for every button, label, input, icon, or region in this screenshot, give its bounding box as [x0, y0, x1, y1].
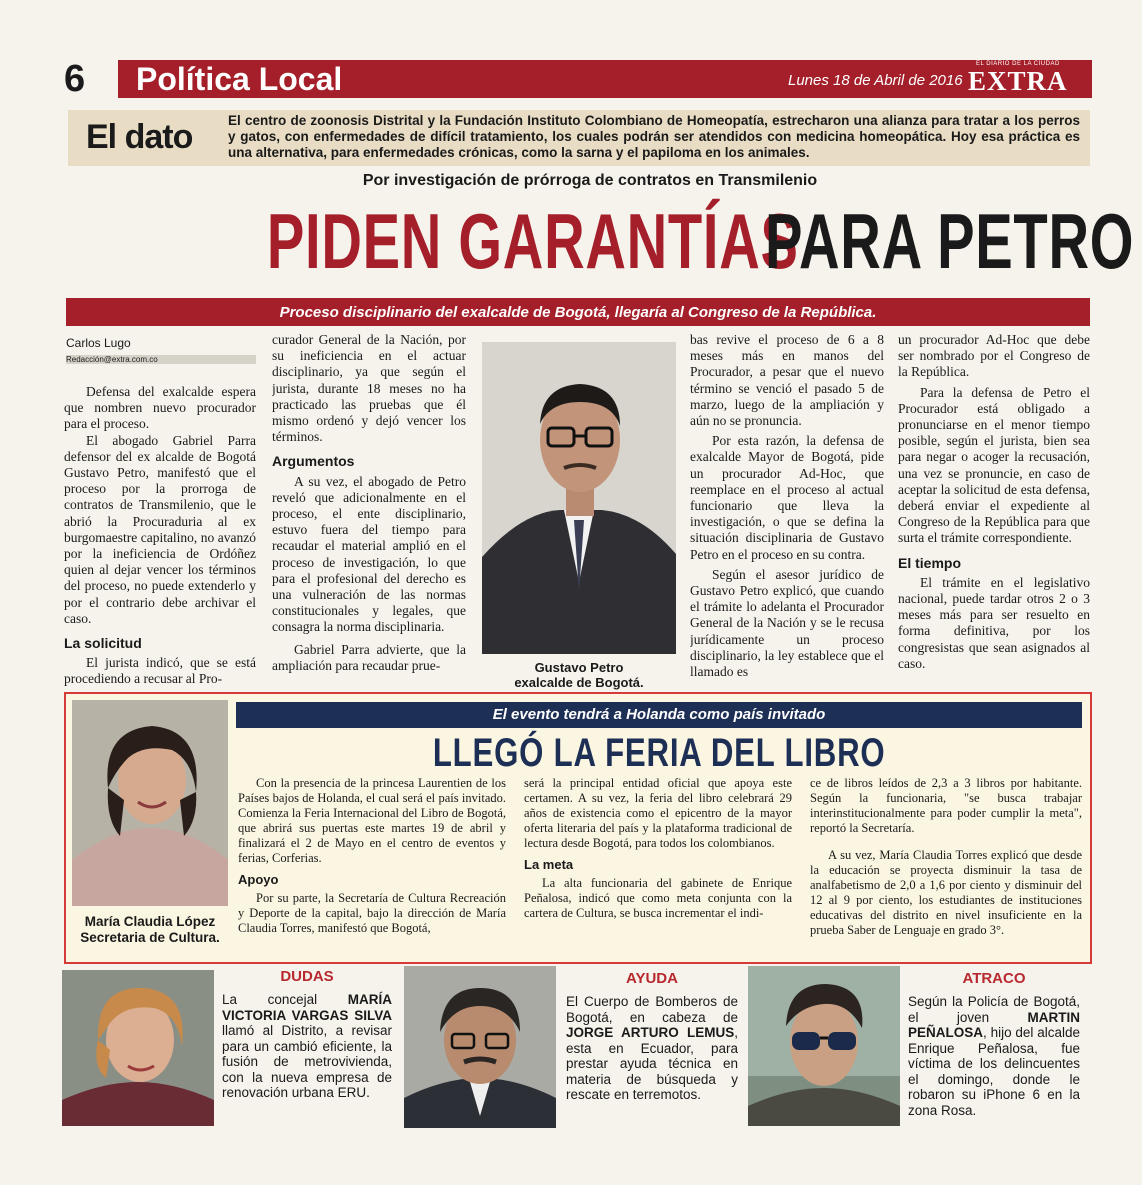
lemus-photo: [404, 966, 556, 1128]
brief-dudas-head: DUDAS: [280, 968, 334, 985]
caption-line: María Claudia López: [84, 914, 216, 929]
paragraph: curador General de la Nación, por su ineficiencia en el actuar disciplinario, ya que según el jurista, durante 18 meses no ha practicado las pruebas que él mismo ordenó y dejó vencer los términos.: [272, 332, 466, 445]
brief-ayuda-text: [566, 994, 738, 1103]
feria-box: [64, 692, 1092, 964]
headline-red: PIDEN GARANTÍAS: [266, 197, 799, 285]
main-col-2: [272, 332, 466, 692]
paragraph: El jurista indicó, que se está procediendo a recusar al Pro-: [64, 655, 256, 687]
headline-black: PARA PETRO: [764, 197, 1134, 285]
main-col-4: [898, 332, 1090, 692]
paragraph: A su vez, María Claudia Torres explicó que desde la educación se proyecta disminuir la tasa de analfabetismo de 2,0 a 1,6 por ciento y disminuir del 12 al 9 por ciento, los estudiantes de instituciones educativas del distrito en nivel insuficiente en la prueba Saber de Lenguaje en grado 3°.: [810, 848, 1082, 937]
paragraph: El trámite en el legislativo nacional, puede tardar otros 2 o 3 meses más para ser resuelto en forma definitiva, por los congresistas que sean asignados al caso.: [898, 574, 1090, 671]
lemus-portrait-illustration: [404, 966, 556, 1128]
brand-small: EL DIARIO DE LA CIUDAD: [976, 61, 1060, 67]
penalosa-photo: [748, 966, 900, 1126]
dato-text: El centro de zoonosis Distrital y la Fundación Instituto Colombiano de Homeopatía, estrecharon una alianza para tratar a los perros y gatos, con enfermedades de difícil tratamiento, los cuales podrán ser atendidos con medicina homeopática. Hoy esa práctica es una alternativa, para enfermedades crónicas, como la sarna y el papiloma en los animales.: [228, 113, 1080, 160]
main-headline: [60, 196, 1134, 292]
paragraph: La alta funcionaria del gabinete de Enrique Peñalosa, indicó que como meta conjunta con la cartera de Cultura, se busca incrementar el indi-: [524, 876, 792, 920]
author-name: Carlos Lugo: [66, 336, 131, 350]
feria-kicker: El evento tendrá a Holanda como país invitado: [492, 706, 826, 723]
dato-box: [68, 110, 1090, 166]
vargas-photo: [62, 970, 214, 1126]
lopez-caption: [68, 914, 232, 946]
main-subhead: Proceso disciplinario del exalcalde de Bogotá, llegaría al Congreso de la República.: [279, 304, 877, 321]
author-email: Redacción@extra.com.co: [66, 355, 256, 364]
page-number: 6: [64, 58, 86, 100]
paragraph: A su vez, el abogado de Petro reveló que adicionalmente en el proceso, el ente disciplinario, estuvo fuera del tiempo para recaudar el material amplió en el proceso de investigación, lo que para el profesional del derecho es una vulneración de las normas constitucionales y legales, que consagra la norma disciplinaria.: [272, 473, 466, 635]
brief-text-pre: El Cuerpo de Bomberos de Bogotá, en cabeza de: [566, 994, 738, 1025]
dato-label: El dato: [86, 118, 193, 156]
feria-col-3: [810, 776, 1082, 958]
paragraph: Por su parte, la Secretaría de Cultura Recreación y Deporte de la capital, bajo la dirección de María Claudia Torres, manifestó que Bogotá,: [238, 891, 506, 935]
subheading: El tiempo: [898, 554, 962, 571]
brief-atraco-text: [908, 994, 1080, 1118]
feria-headline-text: LLEGÓ LA FERIA DEL LIBRO: [432, 731, 886, 775]
paragraph: El abogado Gabriel Parra defensor del ex alcalde de Bogotá Gustavo Petro, manifestó que el proceso por la prorroga de contratos de Transmilenio, que le abrió la Procuraduria al ex burgomaestre capitalino, no avanzó por la ineficiencia de Ordóñez quien al dejar vencer los términos del proceso, no puede extenderlo y por el contrario debe archivar el caso.: [64, 432, 256, 626]
vargas-portrait-illustration: [62, 970, 214, 1126]
paragraph: Según el asesor jurídico de Gustavo Petro explicó, que cuando el trámite lo adelanta el Procurador General de la Nación y se le recusa jurídicamente un proceso disciplinario, la ley establece que el llamado es: [690, 566, 884, 680]
page-header: [62, 58, 1092, 100]
paragraph: un procurador Ad-Hoc que debe ser nombrado por el Congreso de la República.: [898, 332, 1090, 380]
brief-text-pre: Según la Policía de Bogotá, el joven: [908, 994, 1080, 1025]
main-col-1: [64, 384, 256, 692]
petro-portrait-illustration: [482, 342, 676, 654]
subheading: La solicitud: [64, 635, 142, 652]
paragraph: Para la defensa de Petro el Procurador está obligado a pronunciarse en el menor tiempo posible, según el jurista, bien sea para negar o acoger la recusación, una vez se pronuncie, en caso de aceptar la solicitud de esta defensa, deberá enviar el expediente al Congreso de la República para que surta el trámite correspondiente.: [898, 384, 1090, 546]
brief-text-post: , esta en Ecuador, para prestar ayuda técnica en materia de búsqueda y rescate en terremotos.: [566, 1025, 738, 1102]
caption-line: exalcalde de Bogotá.: [514, 675, 644, 690]
feria-headline: [236, 730, 1082, 778]
brief-name: JORGE ARTURO LEMUS: [566, 1025, 735, 1040]
brief-text-pre: La concejal: [222, 992, 348, 1007]
paragraph: Defensa del exalcalde espera que nombren nuevo procurador para el proceso.: [64, 384, 256, 432]
main-kicker: Por investigación de prórroga de contratos en Transmilenio: [362, 172, 818, 189]
brief-name: MARTIN PEÑALOSA: [908, 1009, 1080, 1040]
brief-dudas-text: [222, 992, 392, 1101]
lopez-photo: [72, 700, 228, 906]
paragraph: ce de libros leídos de 2,3 a 3 libros por habitante. Según la funcionaria, "se busca trabajar interinstitucionalmente para poder cumplir la meta", reportó la Secretaría.: [810, 776, 1082, 835]
subheading: Apoyo: [238, 872, 279, 887]
paragraph: bas revive el proceso de 6 a 8 meses más en manos del Procurador, a pesar que el nuevo término se venció el pasado 5 de marzo, luego de la ampliación y aún no se pronuncia.: [690, 332, 884, 429]
penalosa-portrait-illustration: [748, 966, 900, 1126]
caption-line: Gustavo Petro: [534, 660, 624, 675]
header-date: Lunes 18 de Abril de 2016: [788, 72, 963, 89]
subheading: Argumentos: [272, 453, 355, 470]
brief-name: MARÍA VICTORIA VARGAS SILVA: [222, 992, 392, 1023]
brand-name: EXTRA: [968, 66, 1068, 96]
brief-text-post: llamó al Distrito, a revisar para un cambió eficiente, la fusión de metrovivienda, con la nueva empresa de renovación urbana ERU.: [222, 1023, 392, 1100]
brief-atraco-head: ATRACO: [962, 970, 1026, 987]
paragraph: Por esta razón, la defensa de exalcalde Mayor de Bogotá, pide un procurador Ad-Hoc, que reemplace en el proceso al actual funcionario que lleva la investigación, o que se defina la situación disciplinaria de Gustavo Petro en el proceso en su contra.: [690, 433, 884, 562]
brief-text-post: , hijo del alcalde Enrique Peñalosa, fue víctima de los delincuentes el domingo, donde le robaron su iPhone 6 en la zona Rosa.: [908, 1025, 1080, 1118]
paragraph: será la principal entidad oficial que apoya este certamen. A su vez, la feria del libro celebrará 29 años de existencia como el epicentro de la mayor oferta literaria del país y la plataforma tradicional de lectura desde Bogotá, para todos los colombianos.: [524, 776, 792, 850]
petro-photo: [482, 342, 676, 654]
brief-ayuda-head: AYUDA: [626, 970, 678, 987]
paragraph: Gabriel Parra advierte, que la ampliación para recaudar prue-: [272, 641, 466, 673]
petro-caption: [482, 660, 676, 690]
feria-col-2: [524, 776, 792, 958]
brand-logo: [962, 62, 1090, 96]
lopez-portrait-illustration: [72, 700, 228, 906]
subheading: La meta: [524, 857, 574, 872]
feria-col-1: [238, 776, 506, 958]
section-title: Política Local: [136, 61, 343, 97]
paragraph: Con la presencia de la princesa Laurentien de los Países bajos de Holanda, el cual será el país invitado. Comienza la Feria Internacional del Libro de Bogotá, que abrirá sus puertas este martes 19 de abril y finalizará el 2 de Mayo en el centro de eventos y ferias, Corferias.: [238, 776, 506, 865]
main-col-3: [690, 332, 884, 692]
caption-line: Secretaria de Cultura.: [80, 930, 220, 945]
